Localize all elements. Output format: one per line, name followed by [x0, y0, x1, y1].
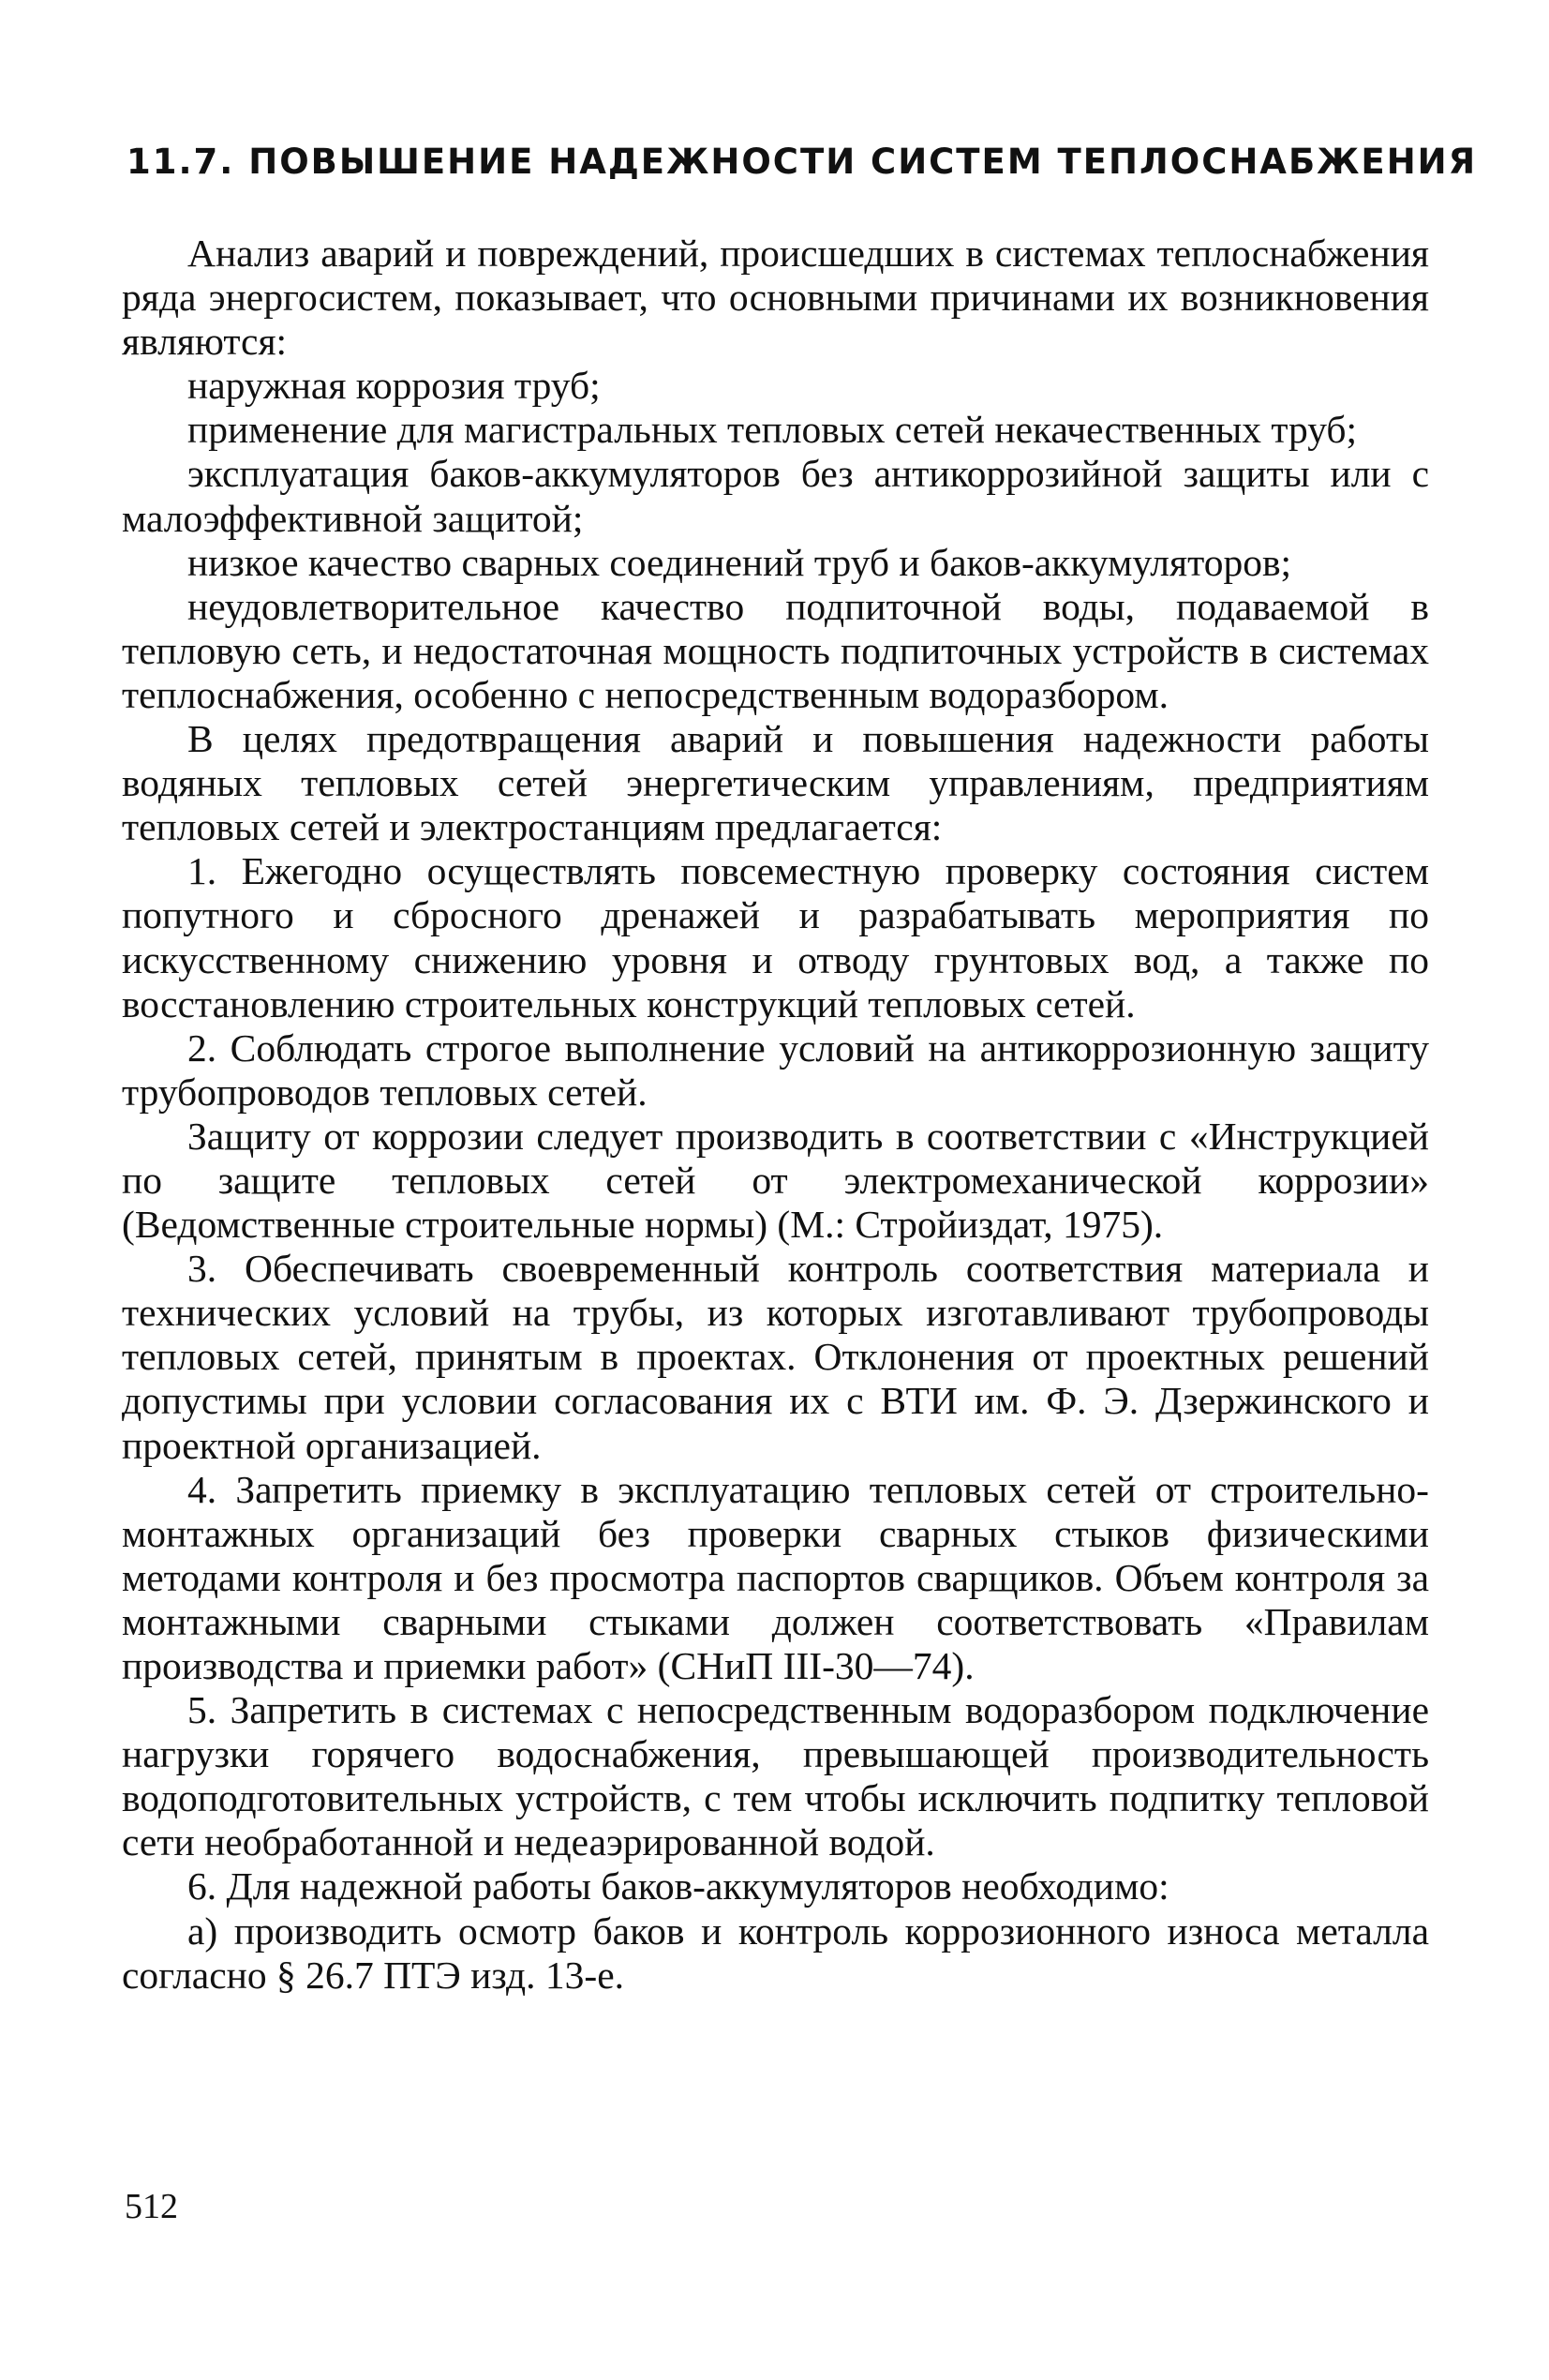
section-title: 11.7. ПОВЫШЕНИЕ НАДЕЖНОСТИ СИСТЕМ ТЕПЛОСНАБЖЕНИЯ — [127, 142, 1478, 182]
sub-item-a: а) производить осмотр баков и контроль коррозионного износа металла согласно § 26.7 ПТЭ изд. 13-е. — [122, 1908, 1429, 1997]
body-text — [122, 232, 1429, 1998]
paragraph-proposals: В целях предотвращения аварий и повышения надежности работы водяных тепловых сетей энергетическим управлениям, предприятиям тепловых сетей и электростанциям предлагается: — [122, 717, 1429, 849]
list-item-corrosion: наружная коррозия труб; — [187, 364, 601, 408]
numbered-item-3: 3. Обеспечивать своевременный контроль соответствия материала и технических условий на трубы, из которых изготавливают трубопроводы тепловых сетей, принятым в проектах. Отклонения от проектных решений допустимы при условии согласования их с ВТИ им. Ф. Э. Дзержинского и проектной организацией. — [122, 1247, 1429, 1467]
page-number: 512 — [125, 2187, 178, 2226]
list-item-tanks-protection: эксплуатация баков-аккумуляторов без антикоррозийной защиты или с малоэффективной защитой; — [122, 452, 1429, 540]
numbered-item-5: 5. Запретить в системах с непосредственным водоразбором подключение нагрузки горячего водоснабжения, превышающей производительность водоподготовительных устройств, с тем чтобы исключить подпитку тепловой сети необработанной и недеаэрированной водой. — [122, 1688, 1429, 1864]
numbered-item-6: 6. Для надежной работы баков-аккумуляторов необходимо: — [187, 1864, 1169, 1908]
numbered-item-2: 2. Соблюдать строгое выполнение условий на антикоррозионную защиту трубопроводов тепловых сетей. — [122, 1025, 1429, 1114]
paragraph-corrosion-protection: Защиту от коррозии следует производить в соответствии с «Инструкцией по защите тепловых сетей от электромеханической коррозии» (Ведомственные строительные нормы) (М.: Стройиздат, 1975). — [122, 1114, 1429, 1247]
list-item-makeup-water: неудовлетворительное качество подпиточной воды, подаваемой в тепловую сеть, и недостаточная мощность подпиточных устройств в системах теплоснабжения, особенно с непосредственным водоразбором. — [122, 584, 1429, 716]
list-item-welding-quality: низкое качество сварных соединений труб и баков-аккумуляторов; — [187, 540, 1292, 584]
list-item-poor-pipes: применение для магистральных тепловых сетей некачественных труб; — [187, 408, 1358, 452]
paragraph-intro: Анализ аварий и повреждений, происшедших в системах теплоснабжения ряда энергосистем, показывает, что основными причинами их возникновения являются: — [122, 232, 1429, 364]
numbered-item-4: 4. Запретить приемку в эксплуатацию тепловых сетей от строительно-монтажных организаций без проверки сварных стыков физическими методами контроля и без просмотра паспортов сварщиков. Объем контроля за монтажными сварными стыками должен соответствовать «Правилам производства и приемки работ» (СНиП III-30—74). — [122, 1467, 1429, 1687]
numbered-item-1: 1. Ежегодно осуществлять повсеместную проверку состояния систем попутного и сбросного дренажей и разрабатывать мероприятия по искусственному снижению уровня и отводу грунтовых вод, а также по восстановлению строительных конструкций тепловых сетей. — [122, 849, 1429, 1025]
